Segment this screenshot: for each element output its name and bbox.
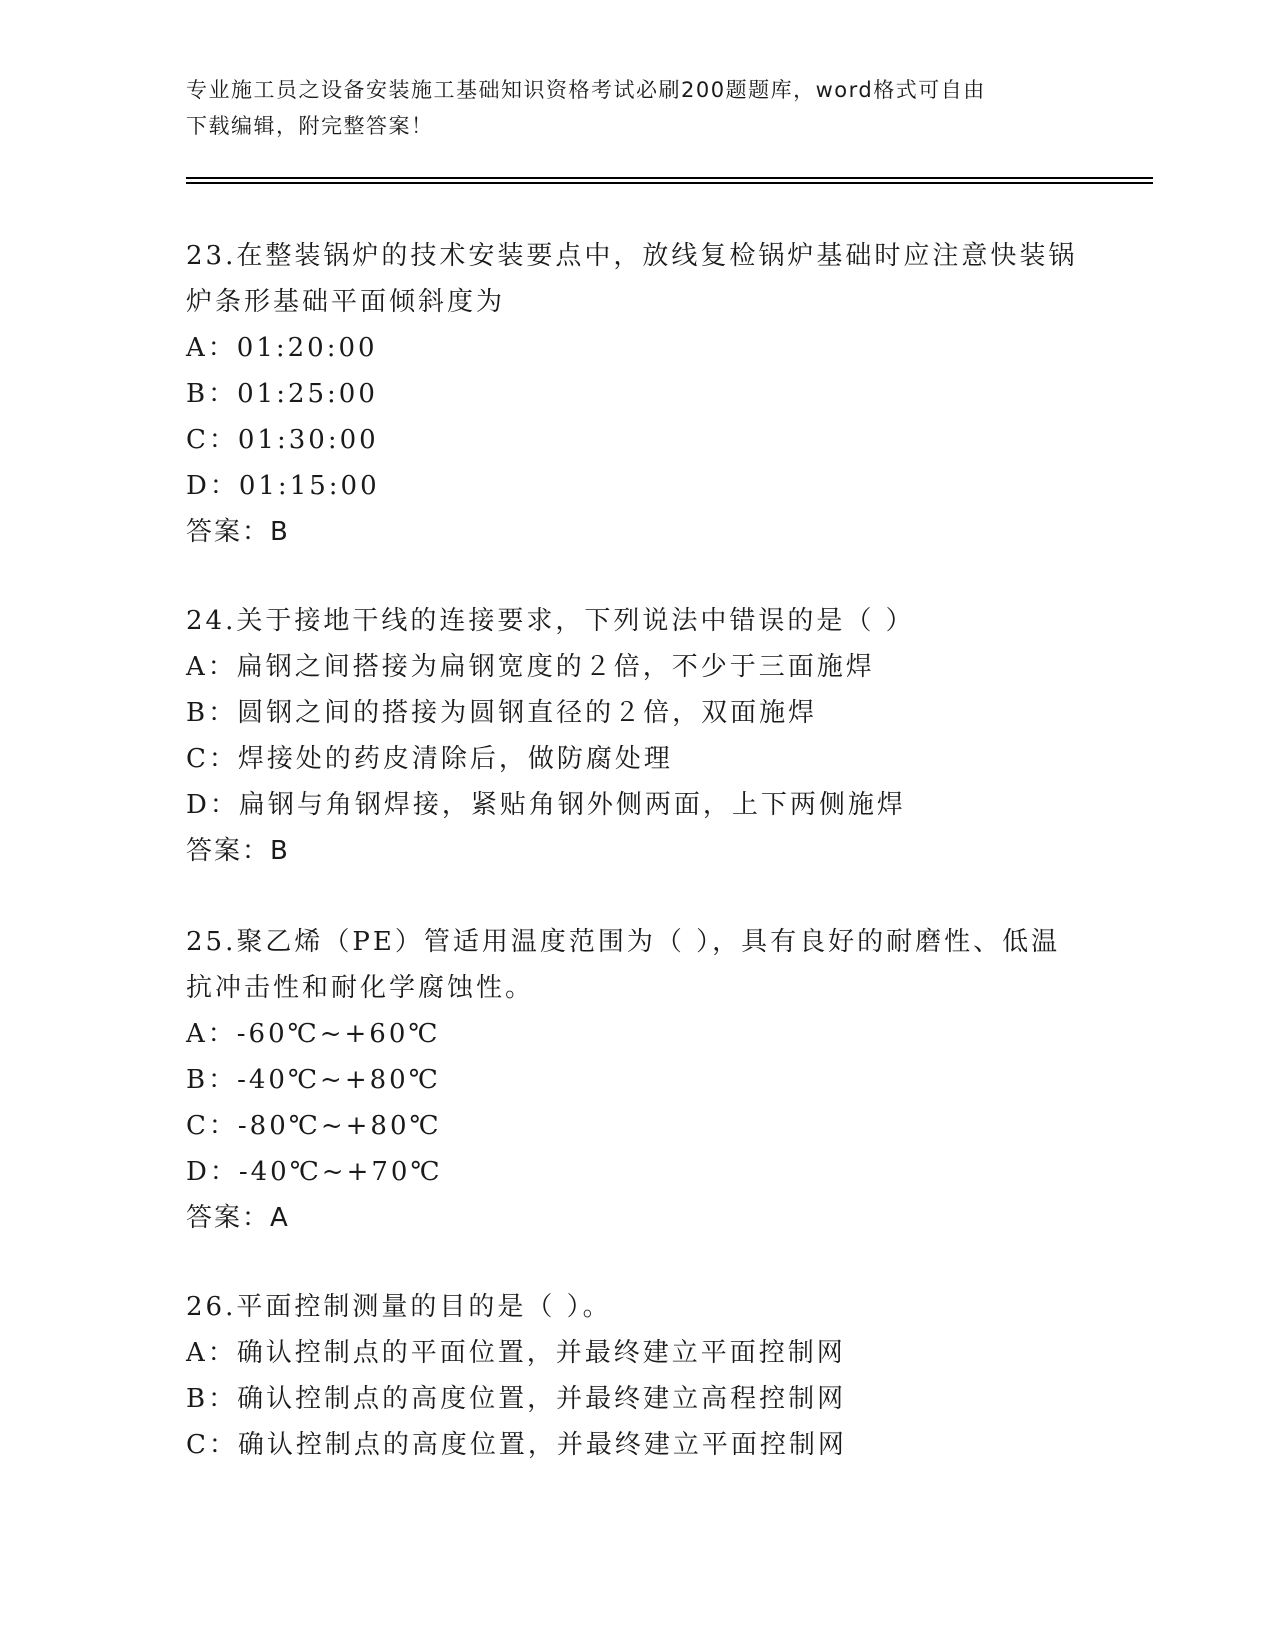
header-line-1: 专业施工员之设备安装施工基础知识资格考试必刷200题题库，word格式可自由 — [186, 78, 986, 102]
option-a: A：01:20:00 — [186, 333, 378, 363]
header-divider-bottom — [186, 182, 1153, 184]
question-stem: 23.在整装锅炉的技术安装要点中，放线复检锅炉基础时应注意快装锅炉条形基础平面倾斜度为 — [186, 241, 1078, 317]
question-stem: 25.聚乙烯（PE）管适用温度范围为（ ），具有良好的耐磨性、低温抗冲击性和耐化学腐蚀性。 — [186, 927, 1061, 1003]
option-c: C：-80℃~+80℃ — [186, 1111, 442, 1141]
answer: 答案：B — [186, 836, 290, 866]
question-stem: 24.关于接地干线的连接要求，下列说法中错误的是（ ） — [186, 606, 915, 636]
option-c: C：焊接处的药皮清除后，做防腐处理 — [186, 744, 673, 774]
question-26 — [186, 1284, 1086, 1468]
option-b: B：01:25:00 — [186, 379, 378, 409]
header-line-2: 下载编辑，附完整答案！ — [186, 114, 434, 138]
option-b: B：-40℃~+80℃ — [186, 1065, 441, 1095]
option-d: D：扁钢与角钢焊接，紧贴角钢外侧两面，上下两侧施焊 — [186, 790, 906, 820]
option-a: A：确认控制点的平面位置，并最终建立平面控制网 — [186, 1338, 846, 1368]
option-c: C：确认控制点的高度位置，并最终建立平面控制网 — [186, 1430, 847, 1460]
header-divider-top — [186, 177, 1153, 179]
option-d: D：01:15:00 — [186, 471, 380, 501]
option-a: A：扁钢之间搭接为扁钢宽度的２倍，不少于三面施焊 — [186, 652, 875, 682]
question-23 — [186, 233, 1086, 555]
question-stem: 26.平面控制测量的目的是（ ）。 — [186, 1292, 612, 1322]
document-header — [186, 72, 1086, 144]
option-c: C：01:30:00 — [186, 425, 379, 455]
option-b: B：圆钢之间的搭接为圆钢直径的２倍，双面施焊 — [186, 698, 818, 728]
question-25 — [186, 919, 1086, 1241]
option-a: A：-60℃~+60℃ — [186, 1019, 441, 1049]
answer: 答案：B — [186, 517, 290, 547]
answer: 答案：A — [186, 1203, 290, 1233]
question-24 — [186, 598, 1086, 874]
option-d: D：-40℃~+70℃ — [186, 1157, 443, 1187]
option-b: B：确认控制点的高度位置，并最终建立高程控制网 — [186, 1384, 847, 1414]
